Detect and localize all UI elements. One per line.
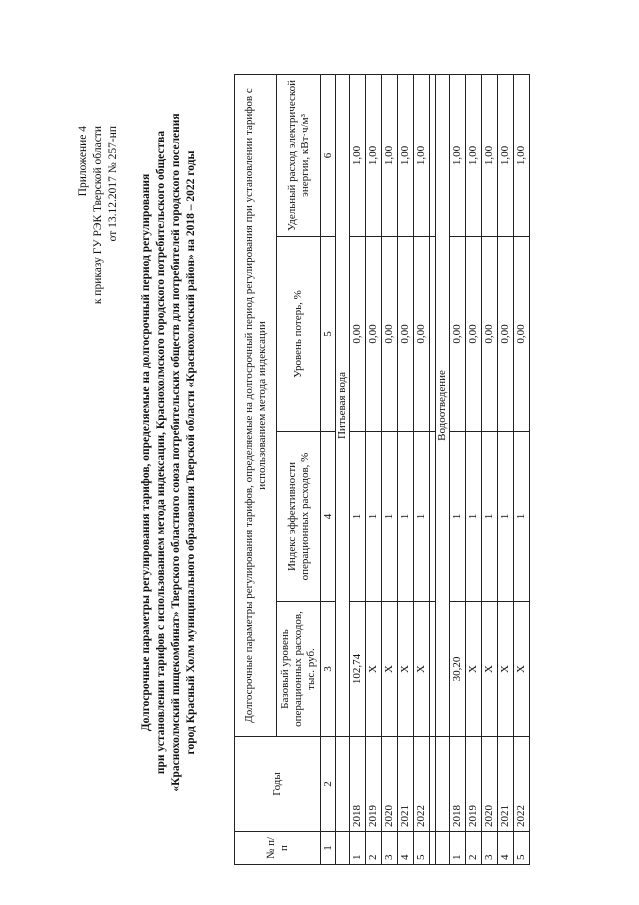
row-energy-rate: 1,00 bbox=[498, 74, 514, 236]
table-row bbox=[498, 74, 514, 864]
row-loss-level: 0,00 bbox=[514, 237, 530, 432]
row-year: 2020 bbox=[382, 737, 398, 832]
table-row bbox=[350, 74, 366, 864]
row-loss-level: 0,00 bbox=[398, 237, 414, 432]
col-number-2: 2 bbox=[321, 737, 336, 832]
row-number: 2 bbox=[366, 832, 382, 865]
table-row bbox=[398, 74, 414, 864]
table-row bbox=[514, 74, 530, 864]
row-year: 2019 bbox=[466, 737, 482, 832]
row-energy-rate: 1,00 bbox=[482, 74, 498, 236]
table-row bbox=[382, 74, 398, 864]
header-group: Долгосрочные параметры регулирования тарифов, определяемые на долгосрочный период регулирования при установлении тарифов с использованием метода индексации bbox=[235, 74, 277, 736]
row-efficiency-index: 1 bbox=[414, 432, 430, 602]
row-number: 1 bbox=[450, 832, 466, 865]
table-row bbox=[482, 74, 498, 864]
row-number: 2 bbox=[466, 832, 482, 865]
row-base-cost: Х bbox=[398, 602, 414, 737]
row-base-cost: Х bbox=[514, 602, 530, 737]
row-efficiency-index: 1 bbox=[398, 432, 414, 602]
row-loss-level: 0,00 bbox=[366, 237, 382, 432]
row-energy-rate: 1,00 bbox=[382, 74, 398, 236]
parameters-table bbox=[234, 74, 530, 865]
row-base-cost: 30,20 bbox=[450, 602, 466, 737]
row-energy-rate: 1,00 bbox=[414, 74, 430, 236]
row-number: 5 bbox=[514, 832, 530, 865]
row-number: 5 bbox=[414, 832, 430, 865]
row-number: 3 bbox=[482, 832, 498, 865]
row-loss-level: 0,00 bbox=[466, 237, 482, 432]
table-row bbox=[414, 74, 430, 864]
appendix-line-1: Приложение 4 bbox=[77, 126, 89, 197]
row-energy-rate: 1,00 bbox=[450, 74, 466, 236]
row-energy-rate: 1,00 bbox=[366, 74, 382, 236]
row-efficiency-index: 1 bbox=[498, 432, 514, 602]
row-base-cost: Х bbox=[382, 602, 398, 737]
row-base-cost: 102,74 bbox=[350, 602, 366, 737]
row-base-cost: Х bbox=[466, 602, 482, 737]
section-spacer bbox=[336, 832, 350, 865]
row-year: 2022 bbox=[414, 737, 430, 832]
row-efficiency-index: 1 bbox=[382, 432, 398, 602]
row-year: 2021 bbox=[498, 737, 514, 832]
row-efficiency-index: 1 bbox=[350, 432, 366, 602]
row-loss-level: 0,00 bbox=[382, 237, 398, 432]
row-efficiency-index: 1 bbox=[466, 432, 482, 602]
appendix-line-3: от 13.12.2017 № 257-нп bbox=[107, 126, 119, 242]
row-number: 1 bbox=[350, 832, 366, 865]
title-line-3: «Краснохолмский пищекомбинат» Тверского областного союза потребительских обществ для потребителей городского поселения bbox=[170, 113, 182, 792]
col-number-3: 3 bbox=[321, 602, 336, 737]
header-num: № п/п bbox=[235, 832, 321, 865]
row-efficiency-index: 1 bbox=[366, 432, 382, 602]
row-year: 2018 bbox=[450, 737, 466, 832]
header-loss: Уровень потерь, % bbox=[277, 237, 321, 432]
appendix-block bbox=[76, 126, 121, 326]
row-number: 4 bbox=[398, 832, 414, 865]
title-line-1: Долгосрочные параметры регулирования тарифов, определяемые на долгосрочный период регулирования bbox=[140, 173, 152, 732]
col-number-5: 5 bbox=[321, 237, 336, 432]
col-number-1: 1 bbox=[321, 832, 336, 865]
table-row bbox=[466, 74, 482, 864]
table-row bbox=[450, 74, 466, 864]
row-loss-level: 0,00 bbox=[414, 237, 430, 432]
row-base-cost: Х bbox=[414, 602, 430, 737]
col-number-4: 4 bbox=[321, 432, 336, 602]
row-loss-level: 0,00 bbox=[450, 237, 466, 432]
row-year: 2021 bbox=[398, 737, 414, 832]
section-title: Водоотведение bbox=[436, 74, 450, 736]
row-energy-rate: 1,00 bbox=[398, 74, 414, 236]
row-efficiency-index: 1 bbox=[514, 432, 530, 602]
row-year: 2020 bbox=[482, 737, 498, 832]
row-loss-level: 0,00 bbox=[350, 237, 366, 432]
title-line-2: при установлении тарифов с использованием метода индексации, Краснохолмского городского потребительского общества bbox=[155, 130, 167, 775]
section-spacer bbox=[436, 832, 450, 865]
header-base: Базовый уровень операционных расходов, тыс. руб. bbox=[277, 602, 321, 737]
row-energy-rate: 1,00 bbox=[350, 74, 366, 236]
header-years: Годы bbox=[235, 737, 321, 832]
row-base-cost: Х bbox=[366, 602, 382, 737]
row-number: 4 bbox=[498, 832, 514, 865]
table-row bbox=[366, 74, 382, 864]
section-spacer bbox=[336, 737, 350, 832]
row-loss-level: 0,00 bbox=[498, 237, 514, 432]
row-base-cost: Х bbox=[482, 602, 498, 737]
section-title: Питьевая вода bbox=[336, 74, 350, 736]
header-energy: Удельный расход электрической энергии, кВт·ч/м³ bbox=[277, 74, 321, 236]
row-year: 2022 bbox=[514, 737, 530, 832]
col-number-6: 6 bbox=[321, 74, 336, 236]
row-year: 2018 bbox=[350, 737, 366, 832]
row-base-cost: Х bbox=[498, 602, 514, 737]
row-loss-level: 0,00 bbox=[482, 237, 498, 432]
title-line-4: город Красный Холм муниципального образования Тверской области «Краснохолмский район» на 2018 – 2022 годы bbox=[185, 150, 197, 755]
row-efficiency-index: 1 bbox=[482, 432, 498, 602]
header-index: Индекс эффективности операционных расходов, % bbox=[277, 432, 321, 602]
row-energy-rate: 1,00 bbox=[514, 74, 530, 236]
section-spacer bbox=[436, 737, 450, 832]
row-energy-rate: 1,00 bbox=[466, 74, 482, 236]
appendix-line-2: к приказу ГУ РЭК Тверской области bbox=[92, 126, 104, 305]
document-title bbox=[139, 60, 199, 845]
row-year: 2019 bbox=[366, 737, 382, 832]
row-efficiency-index: 1 bbox=[450, 432, 466, 602]
row-number: 3 bbox=[382, 832, 398, 865]
